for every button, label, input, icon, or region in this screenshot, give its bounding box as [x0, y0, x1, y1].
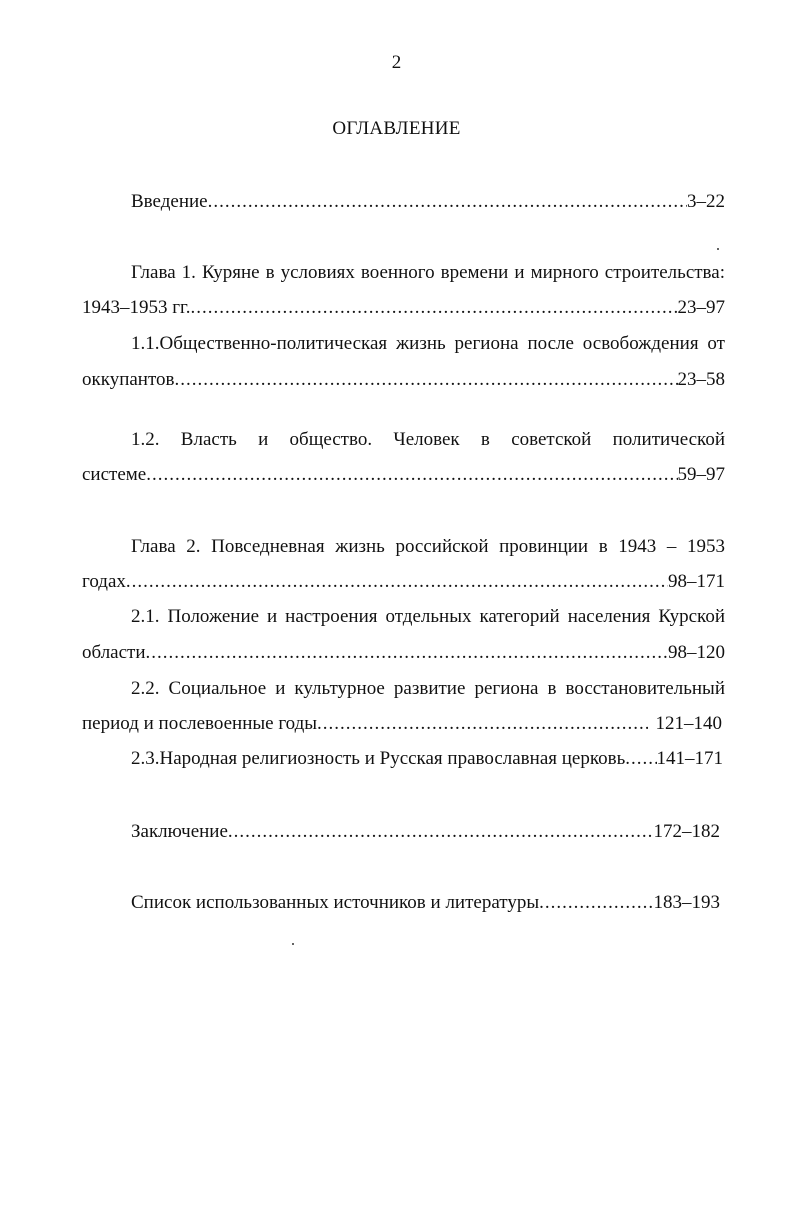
- dot-leader: [126, 570, 668, 594]
- dot-leader: [317, 712, 647, 736]
- dot-leader: [539, 891, 653, 915]
- toc-entry-pages: 98–171: [668, 571, 725, 592]
- toc-entry-chapter-1-line2: [82, 296, 725, 320]
- scan-speck: [717, 248, 719, 250]
- toc-entry-2-1-line1: 2.1. Положение и настроения отдельных категорий населения Курской: [131, 606, 725, 627]
- toc-entry-intro: [131, 190, 725, 214]
- toc-entry-2-2-line2: [82, 712, 722, 736]
- dot-leader: [146, 641, 668, 665]
- toc-entry-label: 2.3.Народная религиозность и Русская православная церковь: [131, 748, 626, 769]
- toc-entry-pages: 141–171: [656, 748, 723, 769]
- toc-entry-1-1-line2: [82, 368, 725, 392]
- toc-entry-pages: 23–97: [677, 297, 725, 318]
- toc-entry-label: годах: [82, 571, 126, 592]
- dot-leader: [146, 463, 677, 487]
- toc-entry-pages: 98–120: [668, 642, 725, 663]
- toc-entry-chapter-2-line1: Глава 2. Повседневная жизнь российской провинции в 1943 – 1953: [131, 536, 725, 557]
- scan-speck: [292, 943, 294, 945]
- toc-entry-label: области: [82, 642, 146, 663]
- toc-entry-2-2-line1: 2.2. Социальное и культурное развитие региона в восстановительный: [131, 678, 725, 699]
- dot-leader: [175, 368, 678, 392]
- toc-entry-pages: 121–140: [655, 713, 722, 734]
- toc-title: ОГЛАВЛЕНИЕ: [332, 118, 461, 139]
- toc-entry-chapter-2-line2: [82, 570, 725, 594]
- toc-entry-pages: 172–182: [653, 821, 720, 842]
- dot-leader: [208, 190, 687, 214]
- toc-entry-conclusion: [131, 820, 720, 844]
- dot-leader: [625, 747, 656, 771]
- toc-entry-pages: 3–22: [687, 191, 725, 212]
- toc-entry-1-1-line1: 1.1.Общественно-политическая жизнь региона после освобождения от: [131, 333, 725, 354]
- toc-entry-sources: [131, 891, 720, 915]
- toc-entry-1-2-line1: 1.2. Власть и общество. Человек в советской политической: [131, 429, 725, 450]
- toc-entry-label: Заключение: [131, 821, 228, 842]
- toc-entry-label: Введение: [131, 191, 208, 212]
- toc-entry-label: 1943–1953 гг.: [82, 297, 191, 318]
- toc-entry-pages: 59–97: [677, 464, 725, 485]
- toc-entry-label: системе: [82, 464, 147, 485]
- dot-leader: [228, 820, 654, 844]
- toc-entry-pages: 183–193: [653, 892, 720, 913]
- toc-entry-1-2-line2: [82, 463, 725, 487]
- dot-leader: [190, 296, 677, 320]
- toc-entry-2-1-line2: [82, 641, 725, 665]
- toc-entry-chapter-1-line1: Глава 1. Куряне в условиях военного времени и мирного строительства:: [131, 262, 725, 283]
- toc-entry-label: Список использованных источников и литературы: [131, 892, 540, 913]
- toc-entry-2-3: [131, 747, 723, 771]
- toc-entry-pages: 23–58: [677, 369, 725, 390]
- toc-entry-label: период и послевоенные годы: [82, 713, 318, 734]
- toc-entry-label: оккупантов: [82, 369, 175, 390]
- page-number: 2: [391, 52, 402, 73]
